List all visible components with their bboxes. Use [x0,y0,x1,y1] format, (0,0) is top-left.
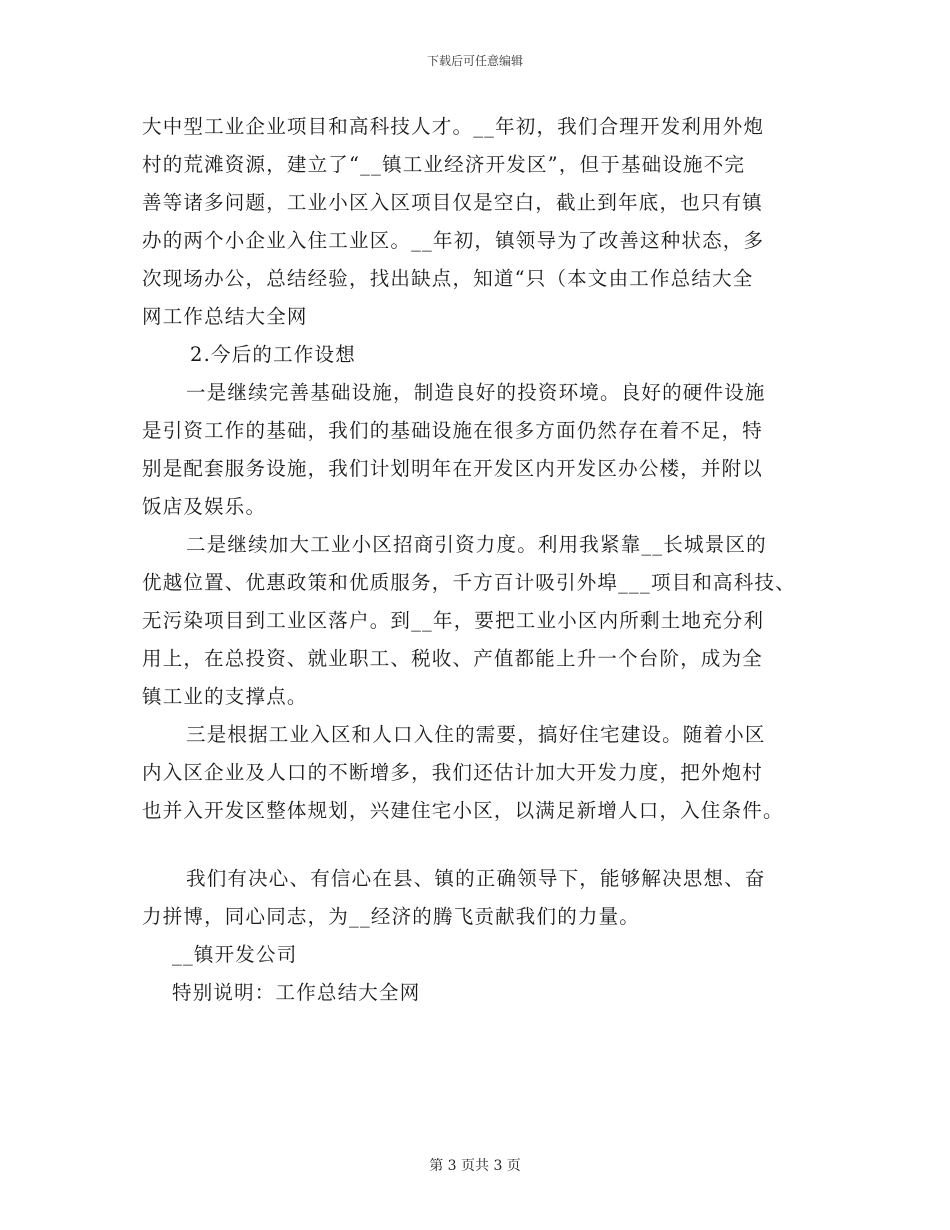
special-note: 特别说明：工作总结大全网 [172,981,421,1004]
signature-line: __镇开发公司 [172,943,298,966]
text-line: 三是根据工业入区和人口入住的需要，搞好住宅建设。随着小区 [186,723,766,746]
text-line: 力拼博，同心同志，为__经济的腾飞贡献我们的力量。 [142,905,641,928]
text-line: 无污染项目到工业区落户。到__年，要把工业小区内所剩土地充分利 [142,609,765,632]
text-line: 用上，在总投资、就业职工、税收、产值都能上升一个台阶，成为全 [142,647,764,670]
text-line: 是引资工作的基础，我们的基础设施在很多方面仍然存在着不足，特 [142,419,764,442]
text-line: 优越位置、优惠政策和优质服务，千方百计吸引外埠___项目和高科技、 [142,571,796,594]
text-line: 我们有决心、有信心在县、镇的正确领导下，能够解决思想、奋 [186,867,766,890]
text-line: 次现场办公，总结经验，找出缺点，知道“只（本文由工作总结大全 [142,267,754,290]
text-line: 内入区企业及人口的不断增多，我们还估计加大开发力度，把外炮村 [142,761,764,784]
text-line: 饭店及娱乐。 [142,495,267,518]
text-line: 也并入开发区整体规划，兴建住宅小区，以满足新增人口，入住条件。 [142,799,784,822]
page-header: 下载后可任意编辑 [426,54,523,68]
section-heading: 2.今后的工作设想 [190,343,356,366]
text-line: 别是配套服务设施，我们计划明年在开发区内开发区办公楼，并附以 [142,457,764,480]
page-number: 第 3 页共 3 页 [429,1158,521,1174]
text-line: 善等诸多问题，工业小区入区项目仅是空白，截止到年底，也只有镇 [142,191,764,214]
text-line: 村的荒滩资源，建立了“__镇工业经济开发区”，但于基础设施不完 [142,153,746,176]
text-line: 网工作总结大全网 [142,305,308,328]
text-line: 镇工业的支撑点。 [142,685,308,708]
text-line: 办的两个小企业入住工业区。__年初，镇领导为了改善这种状态，多 [142,229,765,252]
text-line: 二是继续加大工业小区招商引资力度。利用我紧靠__长城景区的 [186,533,767,556]
text-line: 大中型工业企业项目和高科技人才。__年初，我们合理开发利用外炮 [142,115,765,138]
text-line: 一是继续完善基础设施，制造良好的投资环境。良好的硬件设施 [186,381,766,404]
